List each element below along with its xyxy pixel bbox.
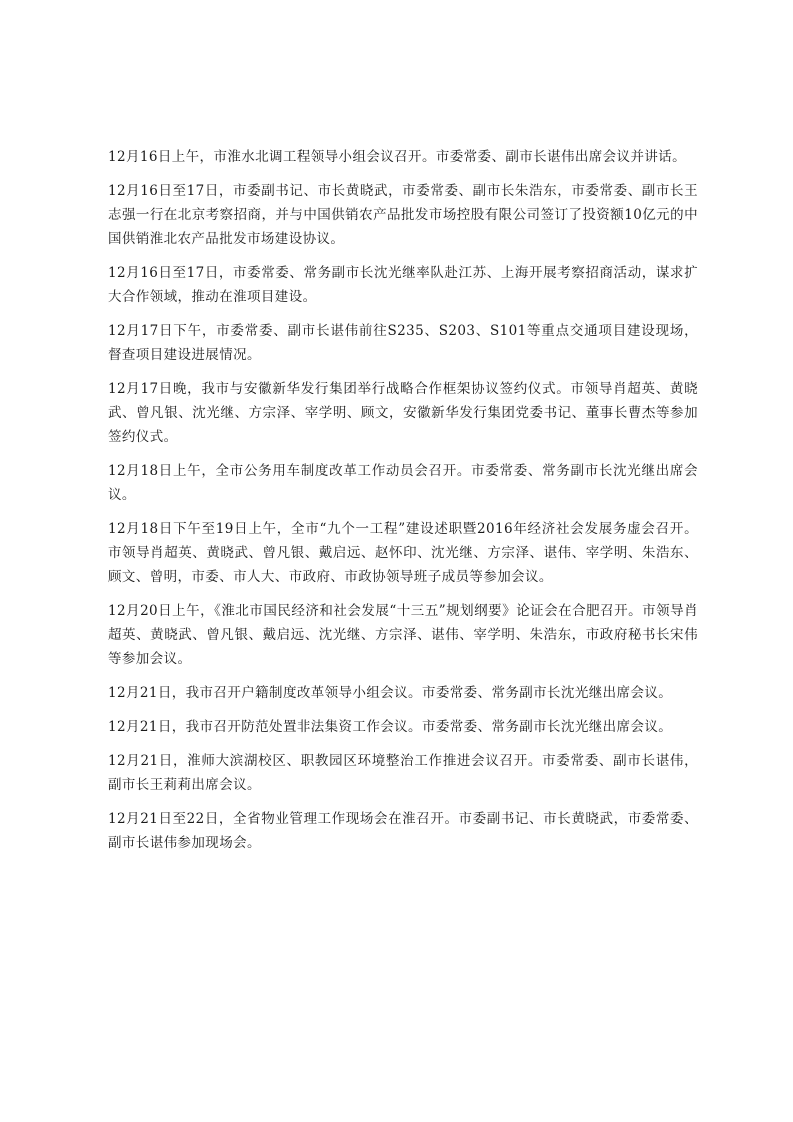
paragraph-dec16-morning: 12月16日上午，市淮水北调工程领导小组会议召开。市委常委、副市长谌伟出席会议并讲话。 — [108, 149, 687, 165]
paragraph-dec17-evening: 12月17日晚，我市与安徽新华发行集团举行战略合作框架协议签约仪式。市领导肖超英、黄晓武、曾凡银、沈光继、方宗泽、宰学明、顾文，安徽新华发行集团党委书记、董事长曹杰等参加签约仪式。 — [108, 381, 698, 445]
paragraph-dec18-morning: 12月18日上午，全市公务用车制度改革工作动员会召开。市委常委、常务副市长沈光继出席会议。 — [108, 463, 698, 503]
paragraph-dec17-afternoon: 12月17日下午，市委常委、副市长谌伟前往S235、S203、S101等重点交通项目建设现场，督查项目建设进展情况。 — [108, 323, 698, 363]
paragraph-dec16-17-beijing: 12月16日至17日，市委副书记、市长黄晓武，市委常委、副市长朱浩东，市委常委、副市长王志强一行在北京考察招商，并与中国供销农产品批发市场控股有限公司签订了投资额10亿元的中国供销淮北农产品批发市场建设协议。 — [108, 183, 698, 247]
paragraph-dec20-morning: 12月20日上午，《淮北市国民经济和社会发展“十三五”规划纲要》论证会在合肥召开。市领导肖超英、黄晓武、曾凡银、戴启远、沈光继、方宗泽、谌伟、宰学明、朱浩东，市政府秘书长宋伟等参加会议。 — [108, 603, 698, 667]
paragraph-dec16-17-jiangsu: 12月16日至17日，市委常委、常务副市长沈光继率队赴江苏、上海开展考察招商活动，谋求扩大合作领域，推动在淮项目建设。 — [108, 265, 698, 305]
paragraph-dec21-22-property: 12月21日至22日，全省物业管理工作现场会在淮召开。市委副书记、市长黄晓武，市委常委、副市长谌伟参加现场会。 — [108, 811, 698, 851]
document-body — [108, 145, 698, 865]
paragraph-dec21-fundraising: 12月21日，我市召开防范处置非法集资工作会议。市委常委、常务副市长沈光继出席会议。 — [108, 719, 673, 735]
paragraph-dec18-19: 12月18日下午至19日上午，全市“九个一工程”建设述职暨2016年经济社会发展务虚会召开。市领导肖超英、黄晓武、曾凡银、戴启远、赵怀印、沈光继、方宗泽、谌伟、宰学明、朱浩东、顾文、曾明，市委、市人大、市政府、市政协领导班子成员等参加会议。 — [108, 521, 698, 585]
paragraph-dec21-household: 12月21日，我市召开户籍制度改革领导小组会议。市委常委、常务副市长沈光继出席会议。 — [108, 685, 673, 701]
paragraph-dec21-campus: 12月21日，淮师大滨湖校区、职教园区环境整治工作推进会议召开。市委常委、副市长谌伟，副市长王莉莉出席会议。 — [108, 753, 698, 793]
